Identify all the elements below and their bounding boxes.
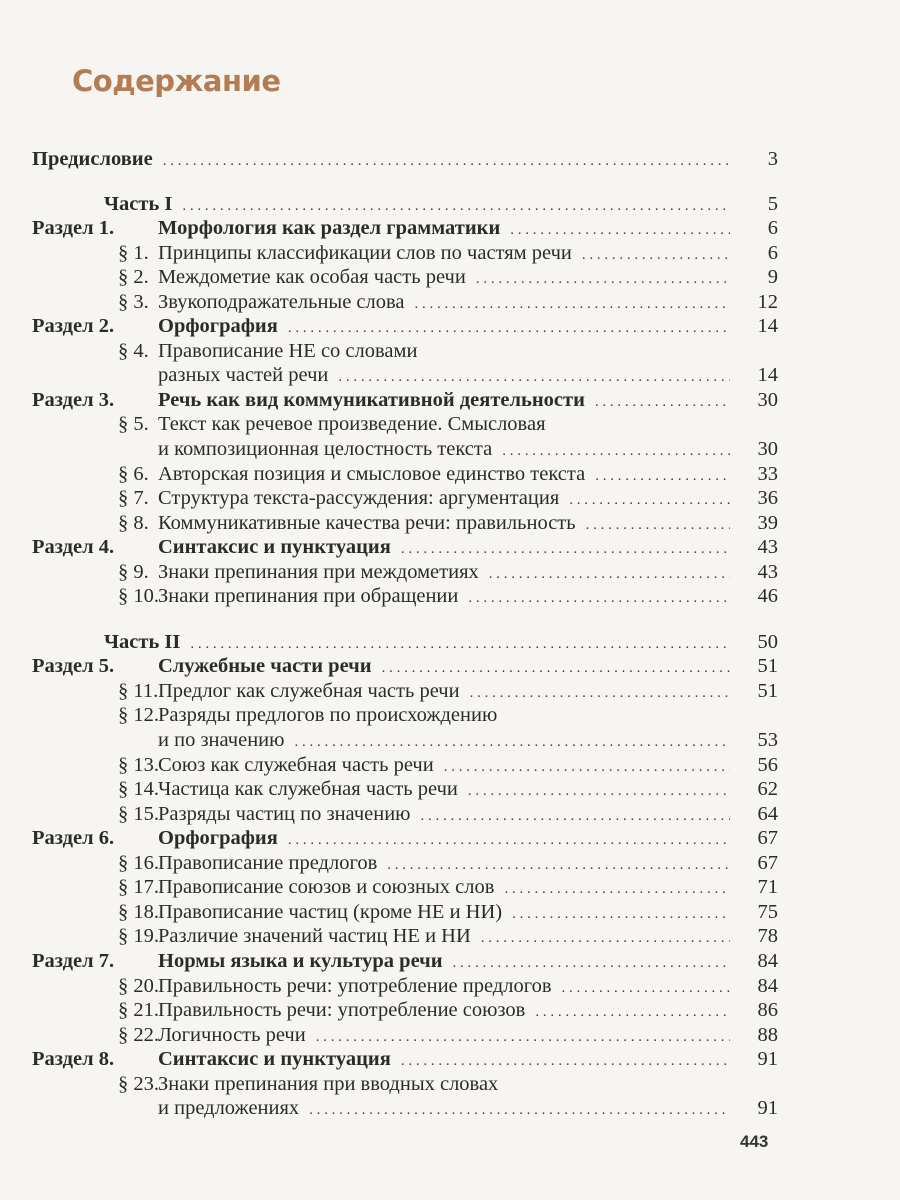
dot-leader [387,857,730,874]
entry-label [32,999,158,1022]
paragraph-number: § 20. [118,974,159,997]
toc-entry-para[interactable] [32,925,778,950]
paragraph-number: § 23. [118,1072,159,1095]
dot-leader [182,198,730,215]
entry-page-number: 30 [757,388,778,411]
entry-title: разных частей речи [158,364,329,387]
page-heading: Содержание [72,64,281,98]
dot-leader [502,443,730,460]
toc-entry-section[interactable] [32,315,778,340]
entry-title: Часть I [104,192,173,215]
toc-entry-para[interactable] [32,680,778,705]
toc-entry-section[interactable] [32,950,778,975]
dot-leader [562,980,730,997]
entry-title: Орфография [158,827,278,850]
entry-page-number: 56 [757,753,778,776]
paragraph-number: § 19. [118,925,159,948]
dot-leader [535,1004,730,1021]
dot-leader [453,955,730,972]
entry-title: Правописание частиц (кроме НЕ и НИ) [158,900,503,923]
entry-page-number: 39 [757,511,778,534]
entry-title: Знаки препинания при междометиях [158,560,479,583]
entry-page-number: 84 [757,974,778,997]
entry-page-number: 84 [757,949,778,972]
dot-leader [504,881,730,898]
entry-title: Знаки препинания при обращении [158,585,459,608]
entry-title: Частица как служебная часть речи [158,778,458,801]
paragraph-number: § 5. [118,413,149,436]
entry-title: и по значению [158,729,285,752]
paragraph-number: § 1. [118,241,149,264]
dot-leader [489,566,730,583]
entry-label [32,852,158,875]
dot-leader [470,685,730,702]
entry-title: Речь как вид коммуникативной деятельности [158,388,585,411]
paragraph-number: § 21. [118,999,159,1022]
entry-page-number: 91 [757,1048,778,1071]
entry-label [32,512,158,535]
toc-entry-para[interactable] [32,754,778,779]
entry-label [32,975,158,998]
entry-page-number: 50 [757,630,778,653]
dot-leader [569,492,730,509]
paragraph-number: § 14. [118,778,159,801]
dot-leader [468,590,730,607]
entry-title: Союз как служебная часть речи [158,753,434,776]
dot-leader [401,1053,730,1070]
dot-leader [582,247,730,264]
paragraph-number: § 11. [118,679,159,702]
toc-entry-para[interactable] [32,999,778,1024]
dot-leader [309,1102,730,1119]
entry-title: и предложениях [158,1097,300,1120]
paragraph-number: § 18. [118,900,159,923]
entry-label [32,778,158,801]
entry-page-number: 36 [757,487,778,510]
entry-page-number: 5 [767,192,778,215]
entry-title: Структура текста-рассуждения: аргументация [158,487,560,510]
paragraph-number: § 2. [118,266,149,289]
entry-page-number: 6 [767,217,778,240]
entry-page-number: 67 [757,827,778,850]
paragraph-number: § 3. [118,290,149,313]
toc-group [32,631,778,1122]
entry-page-number: 30 [757,438,778,461]
dot-leader [481,930,730,947]
entry-title: Принципы классификации слов по частям речи [158,241,572,264]
toc-entry-para[interactable] [32,876,778,901]
entry-title: Текст как речевое произведение. Смысловая [158,413,546,436]
dot-leader [288,832,730,849]
toc-entry-section[interactable] [32,389,778,414]
toc-entry-top[interactable] [32,148,778,173]
entry-label [32,803,158,826]
toc-entry-part[interactable] [32,193,778,218]
toc-entry-para[interactable] [32,266,778,291]
entry-page-number: 33 [757,462,778,485]
entry-title: Правописание союзов и союзных слов [158,876,495,899]
entry-label: Раздел 8. [32,1048,115,1071]
toc-entry-para[interactable] [32,340,778,365]
toc-entry-para[interactable] [32,242,778,267]
entry-label: Раздел 2. [32,315,115,338]
toc-entry-cont[interactable] [32,438,778,463]
toc-entry-para[interactable] [32,704,778,729]
dot-leader [444,759,730,776]
entry-label [32,754,158,777]
paragraph-number: § 12. [118,704,159,727]
paragraph-number: § 6. [118,462,149,485]
paragraph-number: § 9. [118,560,149,583]
dot-leader [512,906,730,923]
entry-title: Междометие как особая часть речи [158,266,466,289]
paragraph-number: § 4. [118,339,149,362]
entry-page-number: 51 [757,655,778,678]
entry-page-number: 75 [757,900,778,923]
toc-group [32,193,778,610]
dot-leader [586,517,730,534]
toc-entry-cont[interactable] [32,729,778,754]
entry-page-number: 46 [757,585,778,608]
dot-leader [338,369,730,386]
entry-page-number: 6 [767,241,778,264]
entry-label: Раздел 7. [32,949,115,972]
entry-page-number: 43 [757,560,778,583]
entry-label: Раздел 3. [32,388,115,411]
toc-entry-para[interactable] [32,561,778,586]
toc-entry-para[interactable] [32,852,778,877]
paragraph-number: § 10. [118,585,159,608]
entry-title: Предлог как служебная часть речи [158,679,460,702]
entry-label [32,242,158,265]
entry-title: Правописание предлогов [158,851,378,874]
dot-leader [382,660,730,677]
entry-label [32,413,158,436]
entry-label [32,561,158,584]
entry-title: Правописание НЕ со словами [158,339,418,362]
entry-page-number: 71 [757,876,778,899]
entry-page-number: 14 [757,364,778,387]
dot-leader [595,468,730,485]
entry-label [32,925,158,948]
entry-label: Раздел 4. [32,536,115,559]
entry-title: Разряды частиц по значению [158,802,411,825]
toc-entry-para[interactable] [32,585,778,610]
entry-page-number: 53 [757,729,778,752]
table-of-contents [32,148,778,1143]
entry-label: Раздел 6. [32,827,115,850]
toc-entry-para[interactable] [32,512,778,537]
toc-entry-section[interactable] [32,1048,778,1073]
paragraph-number: § 7. [118,487,149,510]
toc-entry-para[interactable] [32,291,778,316]
entry-label [32,585,158,608]
toc-entry-section[interactable] [32,827,778,852]
toc-entry-para[interactable] [32,487,778,512]
dot-leader [421,808,731,825]
toc-entry-para[interactable] [32,901,778,926]
dot-leader [163,153,730,170]
paragraph-number: § 22. [118,1023,159,1046]
paragraph-number: § 13. [118,753,159,776]
entry-title: и композиционная целостность текста [158,438,493,461]
toc-entry-cont[interactable] [32,1097,778,1122]
entry-page-number: 78 [757,925,778,948]
paragraph-number: § 16. [118,851,159,874]
entry-page-number: 86 [757,999,778,1022]
entry-title: Морфология как раздел грамматики [158,217,501,240]
dot-leader [415,296,730,313]
entry-page-number: 43 [757,536,778,559]
paragraph-number: § 17. [118,876,159,899]
entry-page-number: 91 [757,1097,778,1120]
entry-title: Коммуникативные качества речи: правильность [158,511,576,534]
entry-title: Служебные части речи [158,655,372,678]
dot-leader [190,636,730,653]
entry-page-number: 64 [757,802,778,825]
entry-title: Часть II [104,630,181,653]
entry-label [32,266,158,289]
entry-title: Разряды предлогов по происхождению [158,704,498,727]
toc-entry-para[interactable] [32,1024,778,1049]
entry-title: Правильность речи: употребление союзов [158,999,526,1022]
toc-entry-para[interactable] [32,463,778,488]
entry-page-number: 3 [767,148,778,170]
entry-title: Знаки препинания при вводных словах [158,1072,499,1095]
entry-page-number: 12 [757,290,778,313]
entry-page-number: 14 [757,315,778,338]
entry-label [32,291,158,314]
toc-entry-part[interactable] [32,631,778,656]
toc-entry-para[interactable] [32,413,778,438]
toc-entry-para[interactable] [32,1073,778,1098]
dot-leader [476,271,730,288]
paragraph-number: § 15. [118,802,159,825]
entry-title: Предисловие [32,148,153,170]
toc-entry-section[interactable] [32,217,778,242]
page-number: 443 [740,1132,769,1151]
toc-entry-section[interactable] [32,655,778,680]
entry-page-number: 88 [757,1023,778,1046]
dot-leader [294,734,730,751]
dot-leader [595,394,730,411]
entry-label [32,680,158,703]
dot-leader [468,783,730,800]
entry-label [32,704,158,727]
entry-title: Нормы языка и культура речи [158,949,443,972]
dot-leader [510,222,730,239]
entry-label: Раздел 5. [32,655,115,678]
toc-entry-para[interactable] [32,803,778,828]
entry-label: Раздел 1. [32,217,115,240]
entry-page-number: 51 [757,679,778,702]
entry-label [32,340,158,363]
entry-title: Синтаксис и пунктуация [158,536,391,559]
toc-entry-para[interactable] [32,975,778,1000]
toc-entry-section[interactable] [32,536,778,561]
entry-page-number: 9 [767,266,778,289]
entry-title: Синтаксис и пунктуация [158,1048,391,1071]
entry-label [32,487,158,510]
entry-title: Логичность речи [158,1023,306,1046]
dot-leader [401,541,730,558]
paragraph-number: § 8. [118,511,149,534]
entry-page-number: 67 [757,851,778,874]
entry-title: Различие значений частиц НЕ и НИ [158,925,471,948]
entry-title: Орфография [158,315,278,338]
entry-title: Правильность речи: употребление предлогов [158,974,552,997]
entry-title: Звукоподражательные слова [158,290,405,313]
toc-entry-cont[interactable] [32,364,778,389]
entry-label [32,1073,158,1096]
entry-page-number: 62 [757,778,778,801]
dot-leader [316,1029,730,1046]
toc-entry-para[interactable] [32,778,778,803]
toc-group [32,148,778,173]
entry-label [32,876,158,899]
entry-title: Авторская позиция и смысловое единство текста [158,462,586,485]
entry-label [32,463,158,486]
dot-leader [288,320,730,337]
entry-label [32,1024,158,1047]
entry-label [32,901,158,924]
